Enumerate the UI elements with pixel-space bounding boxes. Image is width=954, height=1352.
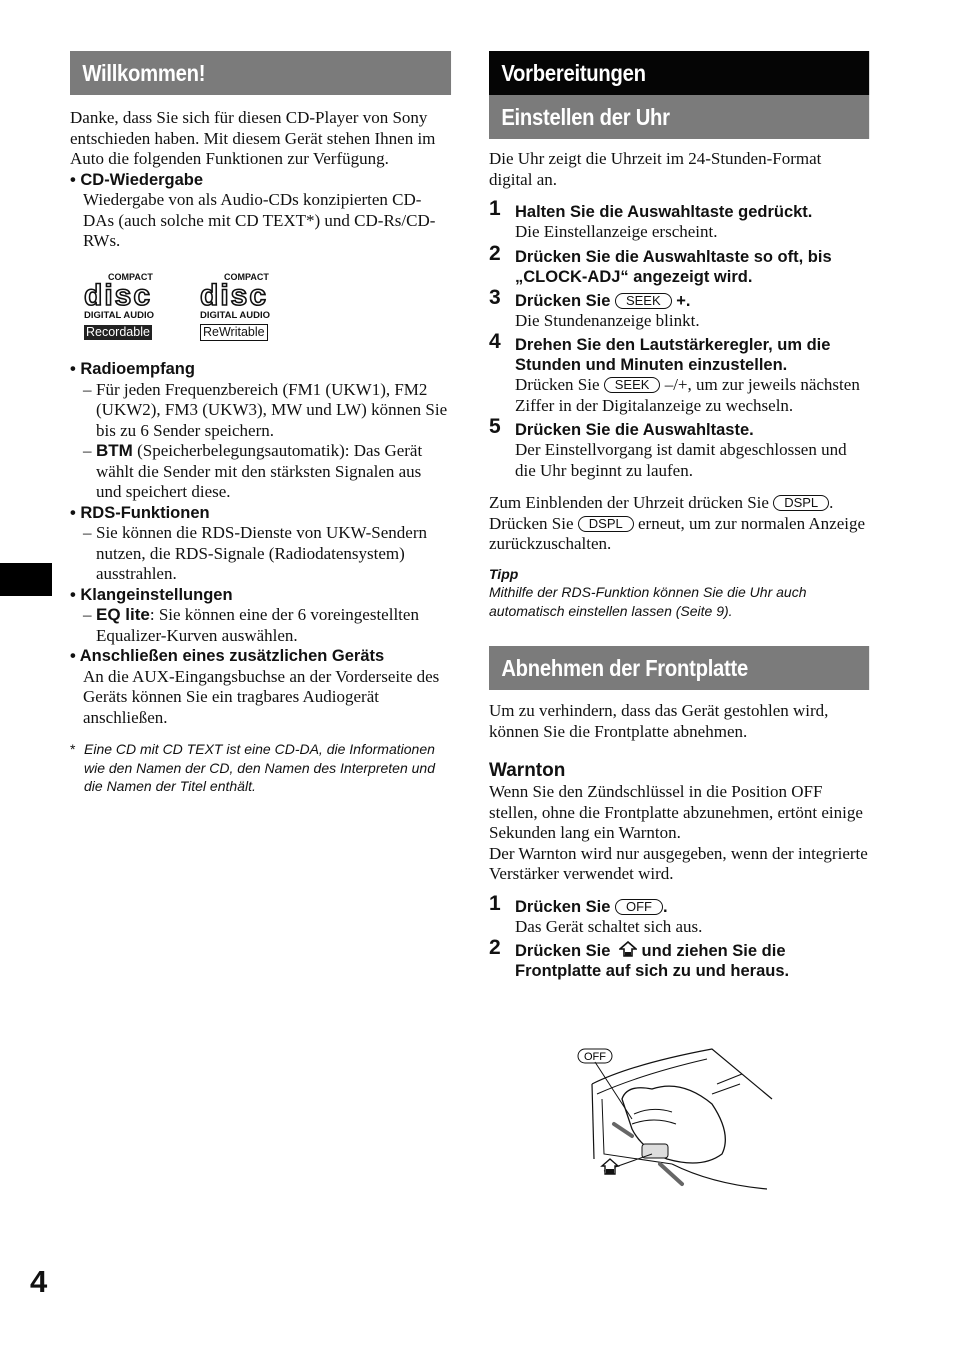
cd-logos [84, 272, 451, 342]
illus-off-label: OFF [584, 1051, 606, 1063]
dspl-button-label: DSPL [773, 495, 829, 511]
heading-vorbereitungen: Vorbereitungen [489, 51, 869, 95]
front-step-1: 1 Drücken Sie OFF . Das Gerät schaltet sich aus. [489, 891, 703, 936]
heading-einstellen-der-uhr: Einstellen der Uhr [489, 95, 869, 139]
compact-disc-recordable-logo: COMPACT disc DIGITAL AUDIO Recordable [84, 271, 155, 339]
frontplate-removal-illustration [572, 1044, 782, 1194]
radio-title: • Radioempfang [70, 360, 195, 378]
right-column [489, 51, 869, 981]
front-step-2: 2 Drücken Sie und ziehen Sie die Frontplatte auf sich zu und heraus. [489, 936, 790, 980]
clock-step-5: 5 Drücken Sie die Auswahltaste. Der Einstellvorgang ist damit abgeschlossen und die Uhr beginnt zu laufen. [489, 415, 847, 480]
rds-item-1: – Sie können die RDS-Dienste von UKW-Sendern nutzen, die RDS-Signale (Radiodatensystem) ausstrahlen. [83, 523, 427, 583]
tip-title: Tipp [489, 565, 519, 582]
clock-step-1: 1 Halten Sie die Auswahltaste gedrückt. Die Einstellanzeige erscheint. [489, 197, 813, 241]
front-intro: Um zu verhindern, dass das Gerät gestohlen wird, können Sie die Frontplatte abnehmen. [489, 701, 829, 741]
heading-abnehmen-der-frontplatte: Abnehmen der Frontplatte [489, 646, 869, 690]
seek-button-label: SEEK [604, 377, 661, 393]
page-number: 4 [30, 1264, 48, 1299]
radio-item-1: – Für jeden Frequenzbereich (FM1 (UKW1), FM2 (UKW2), FM3 (UKW3), MW und LW) können Sie bis zu 6 Sender speichern. [83, 379, 448, 440]
rds-title: • RDS-Funktionen [70, 503, 210, 522]
clock-step-2: 2 Drücken Sie die Auswahltaste so oft, bis „CLOCK-ADJ“ angezeigt wird. [489, 241, 832, 286]
dspl-button-label: DSPL [578, 516, 634, 532]
klang-title: • Klangeinstellungen [70, 585, 233, 604]
release-icon [619, 941, 637, 958]
tip-text: Mithilfe der RDS-Funktion können Sie die Uhr auch automatisch einstellen lassen (Seite 9). [489, 584, 807, 619]
clock-step-4: 4 Drehen Sie den Lautstärkeregler, um die Stunden und Minuten einzustellen. Drücken Sie SEEK –/+, um zur jeweils nächsten Ziffer in der Digitalanzeige zu wechseln. [489, 330, 860, 415]
radio-item-2: – BTM (Speicherbelegungsautomatik): Das Gerät wählt die Sender mit den stärksten Signalen aus und speichert diese. [83, 441, 423, 501]
aux-title: • Anschließen eines zusätzlichen Geräts [70, 647, 385, 665]
clock-intro: Die Uhr zeigt die Uhrzeit im 24-Stunden-Format digital an. [489, 149, 822, 189]
compact-disc-rewritable-logo: COMPACT disc DIGITAL AUDIO ReWritable [200, 271, 271, 339]
display-text: Zum Einblenden der Uhrzeit drücken Sie DSPL . Drücken Sie DSPL erneut, um zur normalen Anzeige zurückzuschalten. [489, 493, 866, 553]
cd-text: Wiedergabe von als Audio-CDs konzipierten CD-DAs (auch solche mit CD TEXT*) und CD-Rs/CD-RWs. [83, 190, 436, 250]
warn-text-1: Wenn Sie den Zündschlüssel in die Position OFF stellen, ohne die Frontplatte abzunehmen, ertönt einige Sekunden lang ein Warnton. [489, 782, 863, 842]
off-button-label: OFF [615, 899, 663, 915]
footnote: * Eine CD mit CD TEXT ist eine CD-DA, die Informationen wie den Namen der CD, den Namen des Interpreten und die Namen der Titel enthält. [70, 741, 435, 794]
warn-text-2: Der Warnton wird nur ausgegeben, wenn der integrierte Verstärker verwendet wird. [489, 843, 868, 883]
seek-button-label: SEEK [615, 293, 672, 309]
cd-title: • CD-Wiedergabe [70, 170, 204, 189]
warn-title: Warnton [489, 760, 566, 781]
left-column [70, 51, 451, 796]
aux-text: An die AUX-Eingangsbuchse an der Vorderseite des Geräts können Sie ein tragbares Audiogerät anschließen. [83, 666, 440, 727]
heading-willkommen: Willkommen! [70, 51, 451, 95]
klang-item-1: – EQ lite: Sie können eine der 6 voreingestellten Equalizer-Kurven auswählen. [83, 605, 419, 645]
intro-text: Danke, dass Sie sich für diesen CD-Player von Sony entschieden haben. Mit diesem Gerät stehen Ihnen im Auto die folgenden Funktionen zur Verfügung. [70, 108, 436, 168]
section-tab-marker [0, 563, 52, 596]
clock-step-3: 3 Drücken Sie SEEK +. Die Stundenanzeige blinkt. [489, 285, 700, 330]
